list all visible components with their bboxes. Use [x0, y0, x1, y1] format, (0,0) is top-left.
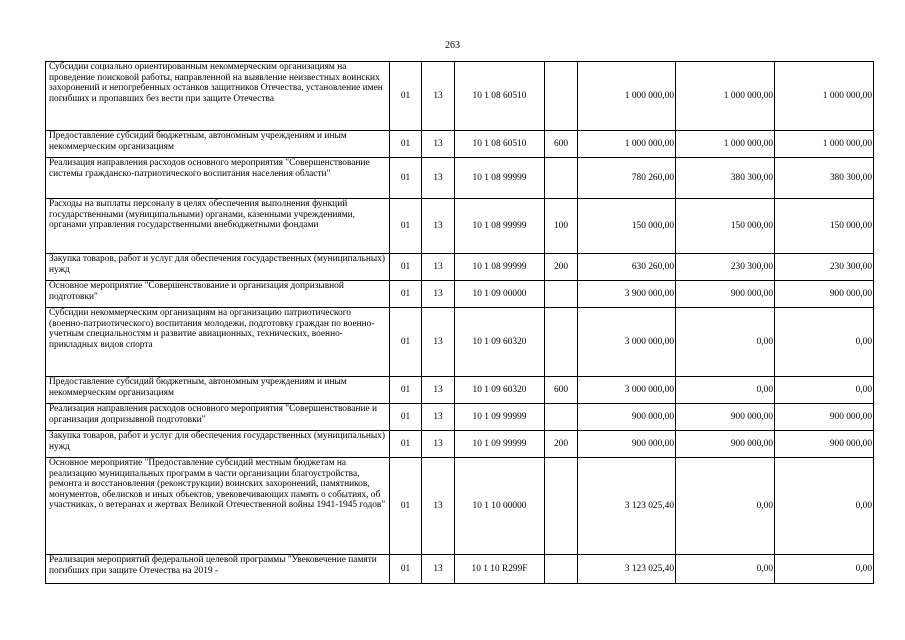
row-description: Предоставление субсидий бюджетным, автономным учреждениям и иным некоммерческим организациям	[46, 131, 390, 158]
row-subsection-code: 13	[422, 199, 455, 254]
table-row	[46, 62, 874, 131]
row-amount-year-1: 3 900 000,00	[578, 281, 676, 308]
row-amount-year-3: 900 000,00	[775, 404, 874, 431]
row-amount-year-3: 0,00	[775, 458, 874, 555]
row-amount-year-2: 900 000,00	[676, 431, 775, 458]
row-target-item-code: 10 1 08 60510	[455, 131, 545, 158]
row-amount-year-3: 900 000,00	[775, 431, 874, 458]
row-subsection-code: 13	[422, 62, 455, 131]
row-amount-year-2: 0,00	[676, 377, 775, 404]
row-expense-type-code	[545, 458, 578, 555]
row-amount-year-3: 0,00	[775, 555, 874, 584]
table-row	[46, 131, 874, 158]
row-description: Закупка товаров, работ и услуг для обеспечения государственных (муниципальных) нужд	[46, 254, 390, 281]
row-subsection-code: 13	[422, 254, 455, 281]
table-row	[46, 281, 874, 308]
row-amount-year-1: 1 000 000,00	[578, 62, 676, 131]
row-subsection-code: 13	[422, 308, 455, 377]
row-amount-year-1: 780 260,00	[578, 158, 676, 199]
row-target-item-code: 10 1 09 60320	[455, 377, 545, 404]
row-section-code: 01	[390, 131, 422, 158]
row-subsection-code: 13	[422, 431, 455, 458]
row-amount-year-1: 3 123 025,40	[578, 458, 676, 555]
table-row	[46, 404, 874, 431]
row-description: Субсидии социально ориентированным некоммерческим организациям на проведение поисковой работы, направленной на выявление неизвестных воинских захоронений и непогребенных останков защитников Отечества, установление имен погибших и пропавших без вести при защите Отечества	[46, 62, 390, 131]
row-expense-type-code	[545, 158, 578, 199]
page-number: 263	[445, 40, 460, 51]
table-body	[46, 62, 874, 584]
table-row	[46, 431, 874, 458]
row-target-item-code: 10 1 09 00000	[455, 281, 545, 308]
row-section-code: 01	[390, 62, 422, 131]
row-amount-year-2: 0,00	[676, 308, 775, 377]
table-row	[46, 377, 874, 404]
row-target-item-code: 10 1 08 60510	[455, 62, 545, 131]
row-description: Реализация направления расходов основного мероприятия "Совершенствование и организация допризывной подготовки"	[46, 404, 390, 431]
row-amount-year-3: 150 000,00	[775, 199, 874, 254]
row-subsection-code: 13	[422, 158, 455, 199]
row-description: Расходы на выплаты персоналу в целях обеспечения выполнения функций государственными (муниципальными) органами, казенными учреждениями, органами управления государственными внебюджетными фондами	[46, 199, 390, 254]
row-target-item-code: 10 1 08 99999	[455, 199, 545, 254]
table-row	[46, 199, 874, 254]
row-amount-year-3: 0,00	[775, 308, 874, 377]
row-amount-year-2: 0,00	[676, 555, 775, 584]
table-row	[46, 254, 874, 281]
row-subsection-code: 13	[422, 404, 455, 431]
row-target-item-code: 10 1 08 99999	[455, 254, 545, 281]
row-description: Реализация мероприятий федеральной целевой программы "Увековечение памяти погибших при защите Отечества на 2019 -	[46, 555, 390, 584]
table-row	[46, 308, 874, 377]
row-subsection-code: 13	[422, 131, 455, 158]
row-section-code: 01	[390, 404, 422, 431]
row-expense-type-code	[545, 308, 578, 377]
row-section-code: 01	[390, 555, 422, 584]
budget-table	[45, 61, 874, 584]
row-subsection-code: 13	[422, 555, 455, 584]
row-target-item-code: 10 1 09 99999	[455, 431, 545, 458]
row-amount-year-2: 230 300,00	[676, 254, 775, 281]
row-amount-year-1: 1 000 000,00	[578, 131, 676, 158]
row-target-item-code: 10 1 09 60320	[455, 308, 545, 377]
row-expense-type-code	[545, 404, 578, 431]
row-target-item-code: 10 1 09 99999	[455, 404, 545, 431]
row-section-code: 01	[390, 458, 422, 555]
table-row	[46, 458, 874, 555]
row-amount-year-1: 3 123 025,40	[578, 555, 676, 584]
row-amount-year-1: 630 260,00	[578, 254, 676, 281]
row-subsection-code: 13	[422, 281, 455, 308]
row-section-code: 01	[390, 377, 422, 404]
row-subsection-code: 13	[422, 458, 455, 555]
row-section-code: 01	[390, 199, 422, 254]
row-expense-type-code	[545, 555, 578, 584]
row-amount-year-1: 150 000,00	[578, 199, 676, 254]
row-section-code: 01	[390, 281, 422, 308]
table-row	[46, 158, 874, 199]
row-expense-type-code	[545, 62, 578, 131]
row-target-item-code: 10 1 10 R299F	[455, 555, 545, 584]
row-amount-year-2: 1 000 000,00	[676, 62, 775, 131]
row-amount-year-2: 380 300,00	[676, 158, 775, 199]
row-description: Предоставление субсидий бюджетным, автономным учреждениям и иным некоммерческим организациям	[46, 377, 390, 404]
row-description: Субсидии некоммерческим организациям на организацию патриотического (военно-патриотического) воспитания молодежи, подготовку граждан по военно-учетным специальностям и развитие авиационных, технических, военно-прикладных видов спорта	[46, 308, 390, 377]
row-amount-year-3: 380 300,00	[775, 158, 874, 199]
row-amount-year-2: 150 000,00	[676, 199, 775, 254]
row-amount-year-3: 900 000,00	[775, 281, 874, 308]
row-expense-type-code: 100	[545, 199, 578, 254]
row-amount-year-2: 0,00	[676, 458, 775, 555]
row-target-item-code: 10 1 08 99999	[455, 158, 545, 199]
row-expense-type-code: 600	[545, 377, 578, 404]
row-amount-year-2: 900 000,00	[676, 404, 775, 431]
row-description: Основное мероприятие "Совершенствование и организация допризывной подготовки"	[46, 281, 390, 308]
table-row	[46, 555, 874, 584]
row-amount-year-2: 900 000,00	[676, 281, 775, 308]
row-amount-year-3: 1 000 000,00	[775, 131, 874, 158]
row-amount-year-1: 900 000,00	[578, 404, 676, 431]
row-description: Основное мероприятие "Предоставление субсидий местным бюджетам на реализацию муниципальных программ в части организации благоустройства, ремонта и восстановления (реконструкции) воинских захоронений, памятников, монументов, обелисков и иных объектов, увековечивающих память о событиях, об участниках, о ветеранах и жертвах Великой Отечественной войны 1941-1945 годов"	[46, 458, 390, 555]
row-section-code: 01	[390, 254, 422, 281]
row-expense-type-code	[545, 281, 578, 308]
row-section-code: 01	[390, 431, 422, 458]
row-description: Закупка товаров, работ и услуг для обеспечения государственных (муниципальных) нужд	[46, 431, 390, 458]
row-subsection-code: 13	[422, 377, 455, 404]
row-amount-year-2: 1 000 000,00	[676, 131, 775, 158]
row-expense-type-code: 600	[545, 131, 578, 158]
row-description: Реализация направления расходов основного мероприятия "Совершенствование системы гражданско-патриотического воспитания населения области"	[46, 158, 390, 199]
row-amount-year-1: 3 000 000,00	[578, 377, 676, 404]
row-amount-year-3: 230 300,00	[775, 254, 874, 281]
row-section-code: 01	[390, 158, 422, 199]
row-section-code: 01	[390, 308, 422, 377]
row-amount-year-3: 0,00	[775, 377, 874, 404]
row-amount-year-1: 900 000,00	[578, 431, 676, 458]
row-target-item-code: 10 1 10 00000	[455, 458, 545, 555]
row-amount-year-3: 1 000 000,00	[775, 62, 874, 131]
row-expense-type-code: 200	[545, 431, 578, 458]
row-expense-type-code: 200	[545, 254, 578, 281]
row-amount-year-1: 3 000 000,00	[578, 308, 676, 377]
